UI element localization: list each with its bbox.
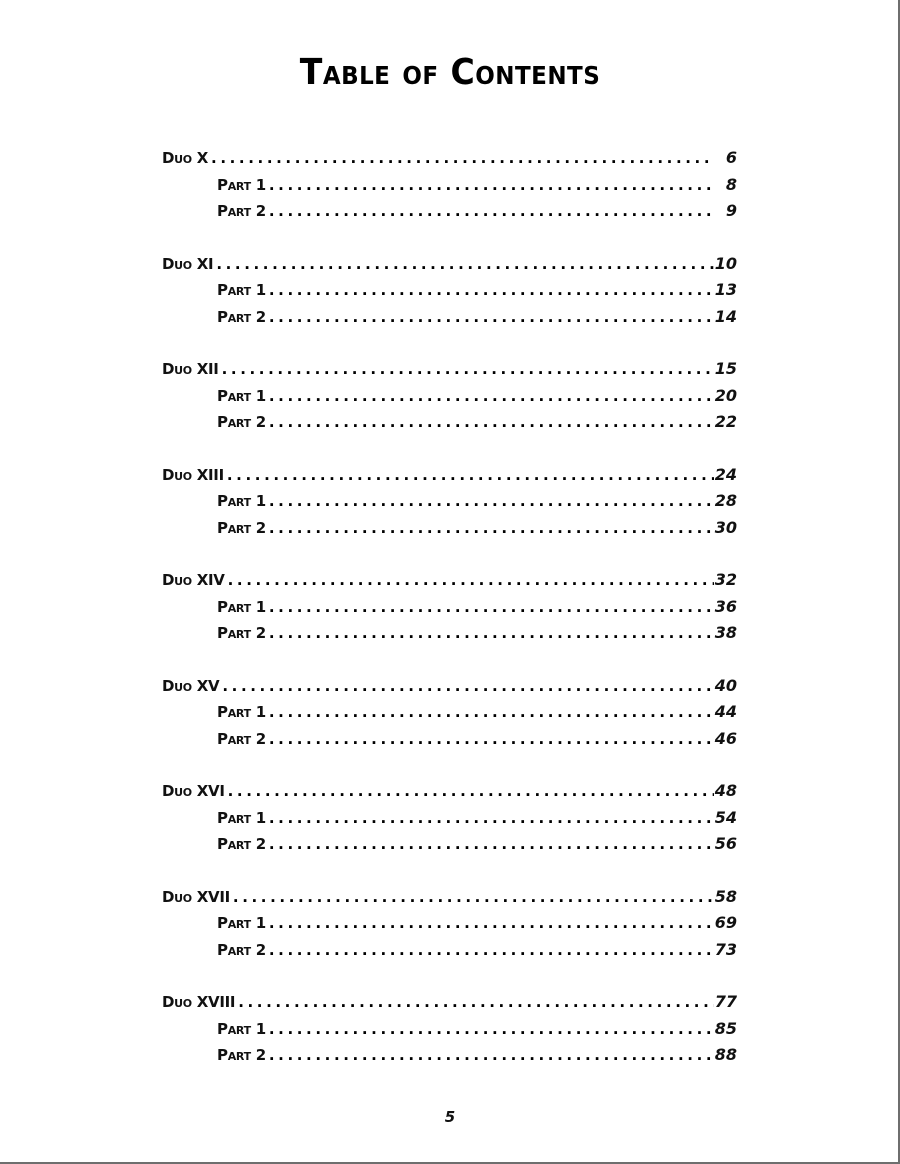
duo-label: Duo XVII <box>162 887 230 906</box>
toc-part-entry[interactable] <box>162 280 737 307</box>
part-label: Part 1 <box>217 386 266 405</box>
part-label: Part 1 <box>217 703 266 721</box>
toc-group <box>162 570 737 650</box>
part-label: Part 1 <box>217 281 266 299</box>
part-label: Part 2 <box>217 1046 266 1064</box>
toc-page-number: 15 <box>714 359 737 378</box>
dot-leader <box>211 149 714 167</box>
toc-page-number: 32 <box>714 570 737 589</box>
dot-leader <box>233 888 714 906</box>
toc-page-number: 8 <box>725 174 737 194</box>
toc-part-entry[interactable] <box>162 518 737 545</box>
dot-leader <box>269 809 714 827</box>
part-label: Part 1 <box>217 492 266 510</box>
toc-part-entry[interactable] <box>162 808 737 835</box>
toc-page-number: 69 <box>714 913 737 932</box>
toc-page-number: 85 <box>714 1018 737 1038</box>
dot-leader <box>269 835 714 853</box>
dot-leader <box>216 255 713 273</box>
toc-duo-entry[interactable] <box>162 992 737 1019</box>
toc-part-entry[interactable] <box>162 1019 737 1046</box>
part-label: Part 1 <box>217 597 266 616</box>
toc-group <box>162 676 737 756</box>
toc-page-number: 46 <box>714 728 737 748</box>
toc-page-number: 40 <box>714 675 737 695</box>
toc-page-number: 30 <box>714 517 737 537</box>
duo-label: Duo X <box>162 149 209 167</box>
part-label: Part 2 <box>217 307 266 326</box>
toc-duo-entry[interactable] <box>162 781 737 808</box>
dot-leader <box>269 202 714 220</box>
toc-duo-entry[interactable] <box>162 887 737 914</box>
dot-leader <box>227 466 714 484</box>
duo-label: Duo XVI <box>162 782 225 800</box>
toc-page-number: 9 <box>725 201 737 220</box>
dot-leader <box>269 413 714 431</box>
part-label: Part 2 <box>217 202 266 220</box>
dot-leader <box>269 1046 714 1064</box>
toc-part-entry[interactable] <box>162 597 737 624</box>
toc-duo-entry[interactable] <box>162 676 737 703</box>
toc-page-number: 28 <box>714 491 737 510</box>
duo-label: Duo XVIII <box>162 993 236 1011</box>
part-label: Part 2 <box>217 624 266 642</box>
dot-leader <box>222 677 713 695</box>
toc-group <box>162 992 737 1072</box>
toc-page-number: 44 <box>714 702 737 721</box>
toc-page-number: 10 <box>714 253 737 273</box>
toc-part-entry[interactable] <box>162 412 737 439</box>
page-title: Table of Contents <box>299 52 601 93</box>
toc-page-number: 6 <box>725 148 737 167</box>
dot-leader <box>228 782 714 800</box>
toc-page-number: 73 <box>714 939 737 959</box>
toc-part-entry[interactable] <box>162 623 737 650</box>
toc-duo-entry[interactable] <box>162 570 737 597</box>
toc-group <box>162 148 737 228</box>
toc-group <box>162 781 737 861</box>
toc-part-entry[interactable] <box>162 729 737 756</box>
toc-part-entry[interactable] <box>162 175 737 202</box>
dot-leader <box>269 176 714 194</box>
dot-leader <box>238 993 714 1011</box>
toc-part-entry[interactable] <box>162 913 737 940</box>
duo-label: Duo XIV <box>162 571 225 589</box>
toc-page-number: 36 <box>714 596 737 616</box>
toc-part-entry[interactable] <box>162 1045 737 1072</box>
dot-leader <box>269 387 714 405</box>
page-number: 5 <box>444 1108 456 1126</box>
table-of-contents <box>162 148 737 1098</box>
toc-page-number: 20 <box>714 385 737 405</box>
part-label: Part 2 <box>217 940 266 959</box>
part-label: Part 1 <box>217 808 266 827</box>
toc-page-number: 48 <box>714 781 737 800</box>
part-label: Part 2 <box>217 518 266 537</box>
toc-page-number: 88 <box>714 1045 737 1064</box>
duo-label: Duo XV <box>162 676 220 695</box>
duo-label: Duo XIII <box>162 465 224 484</box>
toc-page-number: 38 <box>714 623 737 642</box>
toc-duo-entry[interactable] <box>162 148 737 175</box>
dot-leader <box>222 360 714 378</box>
part-label: Part 1 <box>217 175 266 194</box>
dot-leader <box>269 730 714 748</box>
toc-part-entry[interactable] <box>162 834 737 861</box>
part-label: Part 2 <box>217 413 266 431</box>
toc-part-entry[interactable] <box>162 702 737 729</box>
toc-part-entry[interactable] <box>162 201 737 228</box>
dot-leader <box>269 281 714 299</box>
part-label: Part 1 <box>217 1019 266 1038</box>
toc-duo-entry[interactable] <box>162 359 737 386</box>
toc-page-number: 13 <box>714 280 737 299</box>
toc-page-number: 24 <box>714 464 737 484</box>
toc-part-entry[interactable] <box>162 940 737 967</box>
toc-group <box>162 359 737 439</box>
toc-page-number: 56 <box>714 834 737 853</box>
toc-group <box>162 254 737 334</box>
dot-leader <box>269 1020 714 1038</box>
dot-leader <box>269 624 714 642</box>
toc-page-number: 77 <box>714 992 737 1011</box>
toc-part-entry[interactable] <box>162 386 737 413</box>
dot-leader <box>269 519 714 537</box>
toc-part-entry[interactable] <box>162 491 737 518</box>
toc-page-number: 54 <box>714 807 737 827</box>
toc-group <box>162 465 737 545</box>
dot-leader <box>269 492 714 510</box>
part-label: Part 2 <box>217 835 266 853</box>
dot-leader <box>269 598 714 616</box>
dot-leader <box>269 914 714 932</box>
toc-duo-entry[interactable] <box>162 254 737 281</box>
duo-label: Duo XII <box>162 360 219 378</box>
duo-label: Duo XI <box>162 254 214 273</box>
toc-group <box>162 887 737 967</box>
dot-leader <box>269 703 714 721</box>
dot-leader <box>228 571 714 589</box>
toc-page-number: 58 <box>714 886 737 906</box>
toc-page-number: 22 <box>714 412 737 431</box>
toc-duo-entry[interactable] <box>162 465 737 492</box>
dot-leader <box>269 308 714 326</box>
dot-leader <box>269 941 714 959</box>
toc-page-number: 14 <box>714 306 737 326</box>
part-label: Part 2 <box>217 729 266 748</box>
part-label: Part 1 <box>217 914 266 932</box>
toc-part-entry[interactable] <box>162 307 737 334</box>
